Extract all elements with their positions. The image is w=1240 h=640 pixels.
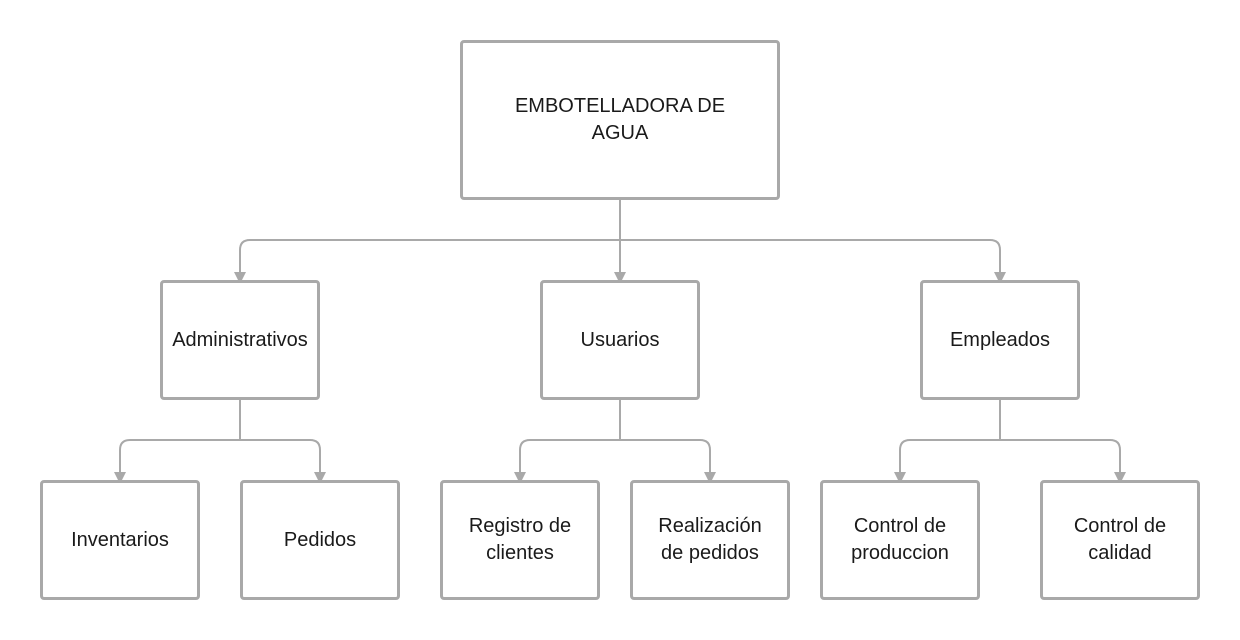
connector-administrativos-inventarios bbox=[120, 400, 240, 478]
group-label-administrativos: Administrativos bbox=[172, 328, 308, 351]
leaf-label-registro-clientes: Registro de clientes bbox=[468, 515, 572, 564]
leaf-label-control-calidad: Control de calidad bbox=[1073, 515, 1167, 564]
leaf-label-realizacion-pedidos: Realización de pedidos bbox=[658, 515, 762, 564]
leaf-node-pedidos bbox=[240, 480, 400, 600]
connector-root-administrativos bbox=[240, 200, 620, 278]
group-node-empleados bbox=[920, 280, 1080, 400]
root-node bbox=[460, 40, 780, 200]
leaf-label-pedidos: Pedidos bbox=[283, 528, 357, 551]
group-label-usuarios: Usuarios bbox=[580, 328, 660, 351]
connector-empleados-calidad bbox=[1000, 440, 1120, 478]
root-label: EMBOTELLADORA DE AGUA bbox=[514, 95, 726, 144]
connector-administrativos-pedidos bbox=[240, 440, 320, 478]
leaf-node-control-calidad bbox=[1040, 480, 1200, 600]
leaf-label-inventarios: Inventarios bbox=[71, 528, 169, 551]
connector-usuarios-realizacion bbox=[620, 440, 710, 478]
group-node-administrativos bbox=[160, 280, 320, 400]
group-node-usuarios bbox=[540, 280, 700, 400]
connector-empleados-produccion bbox=[900, 400, 1000, 478]
group-label-empleados: Empleados bbox=[949, 328, 1051, 351]
leaf-node-realizacion-pedidos bbox=[630, 480, 790, 600]
connector-usuarios-registro bbox=[520, 400, 620, 478]
leaf-label-control-produccion: Control de produccion bbox=[851, 515, 949, 564]
leaf-node-inventarios bbox=[40, 480, 200, 600]
leaf-node-control-produccion bbox=[820, 480, 980, 600]
connector-root-empleados bbox=[620, 240, 1000, 278]
leaf-node-registro-clientes bbox=[440, 480, 600, 600]
